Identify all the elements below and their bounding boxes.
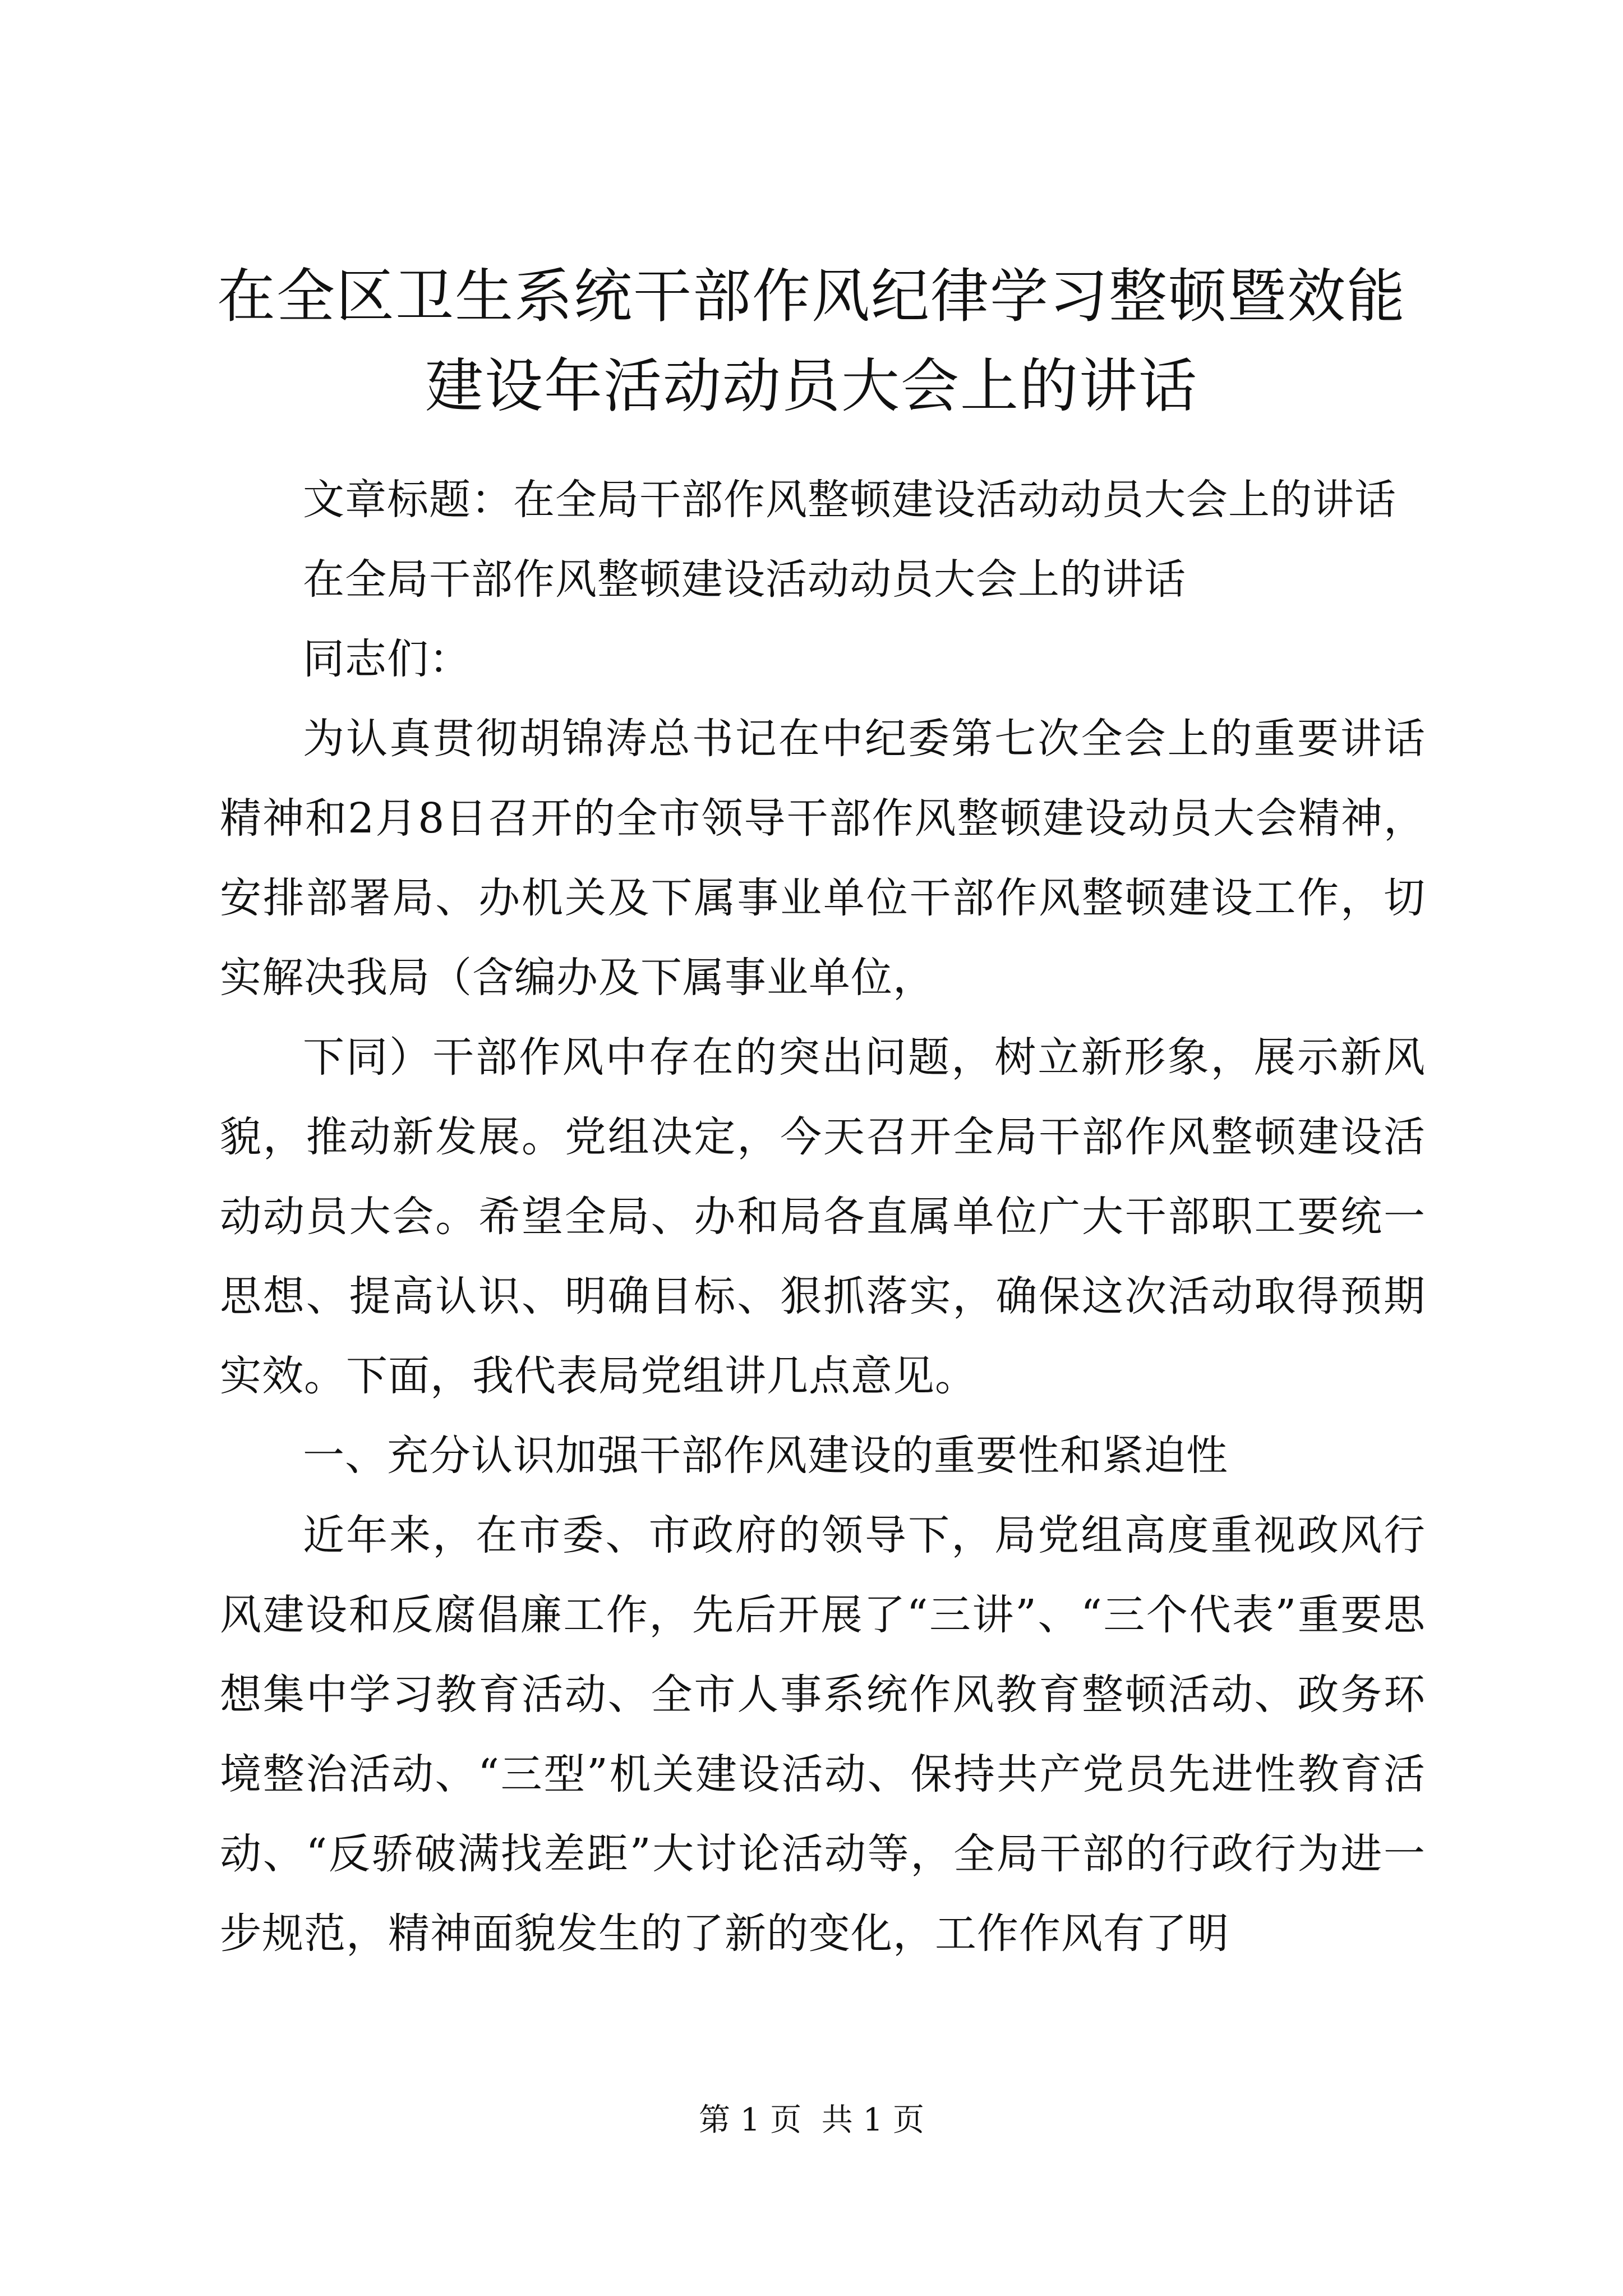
section-heading: 一、充分认识加强干部作风建设的重要性和紧迫性: [303, 1432, 1228, 1480]
page-number-label: 第 1 页 共 1 页: [698, 2102, 925, 2138]
body-paragraph: 为认真贯彻胡锦涛总书记在中纪委第七次全会上的重要讲话精神和2月8日召开的全市领导干部作风整顿建设动员大会精神，安排部署局、办机关及下属事业单位干部作风整顿建设工作，切实解决我局（含编办及下属事业单位，: [220, 715, 1426, 1002]
article-title-line: 文章标题：在全局干部作风整顿建设活动动员大会上的讲话: [303, 476, 1396, 524]
body-paragraph: 下同）干部作风中存在的突出问题，树立新形象，展示新风貌，推动新发展。党组决定，今天召开全局干部作风整顿建设活动动员大会。希望全局、办和局各直属单位广大干部职工要统一思想、提高认识、明确目标、狠抓落实，确保这次活动取得预期实效。下面，我代表局党组讲几点意见。: [220, 1033, 1426, 1400]
document-body: [220, 460, 1426, 1973]
body-paragraph: 近年来，在市委、市政府的领导下，局党组高度重视政风行风建设和反腐倡廉工作，先后开展了“三讲”、“三个代表”重要思想集中学习教育活动、全市人事系统作风教育整顿活动、政务环境整治活动、“三型”机关建设活动、保持共产党员先进性教育活动、“反骄破满找差距”大讨论活动等，全局干部的行政行为进一步规范，精神面貌发生的了新的变化，工作作风有了明: [220, 1511, 1426, 1958]
page-footer: [0, 2098, 1623, 2143]
document-title: 在全区卫生系统干部作风纪律学习整顿暨效能建设年活动动员大会上的讲话: [216, 262, 1406, 420]
speech-title-line: 在全局干部作风整顿建设活动动员大会上的讲话: [303, 555, 1186, 604]
salutation: 同志们：: [303, 635, 471, 683]
